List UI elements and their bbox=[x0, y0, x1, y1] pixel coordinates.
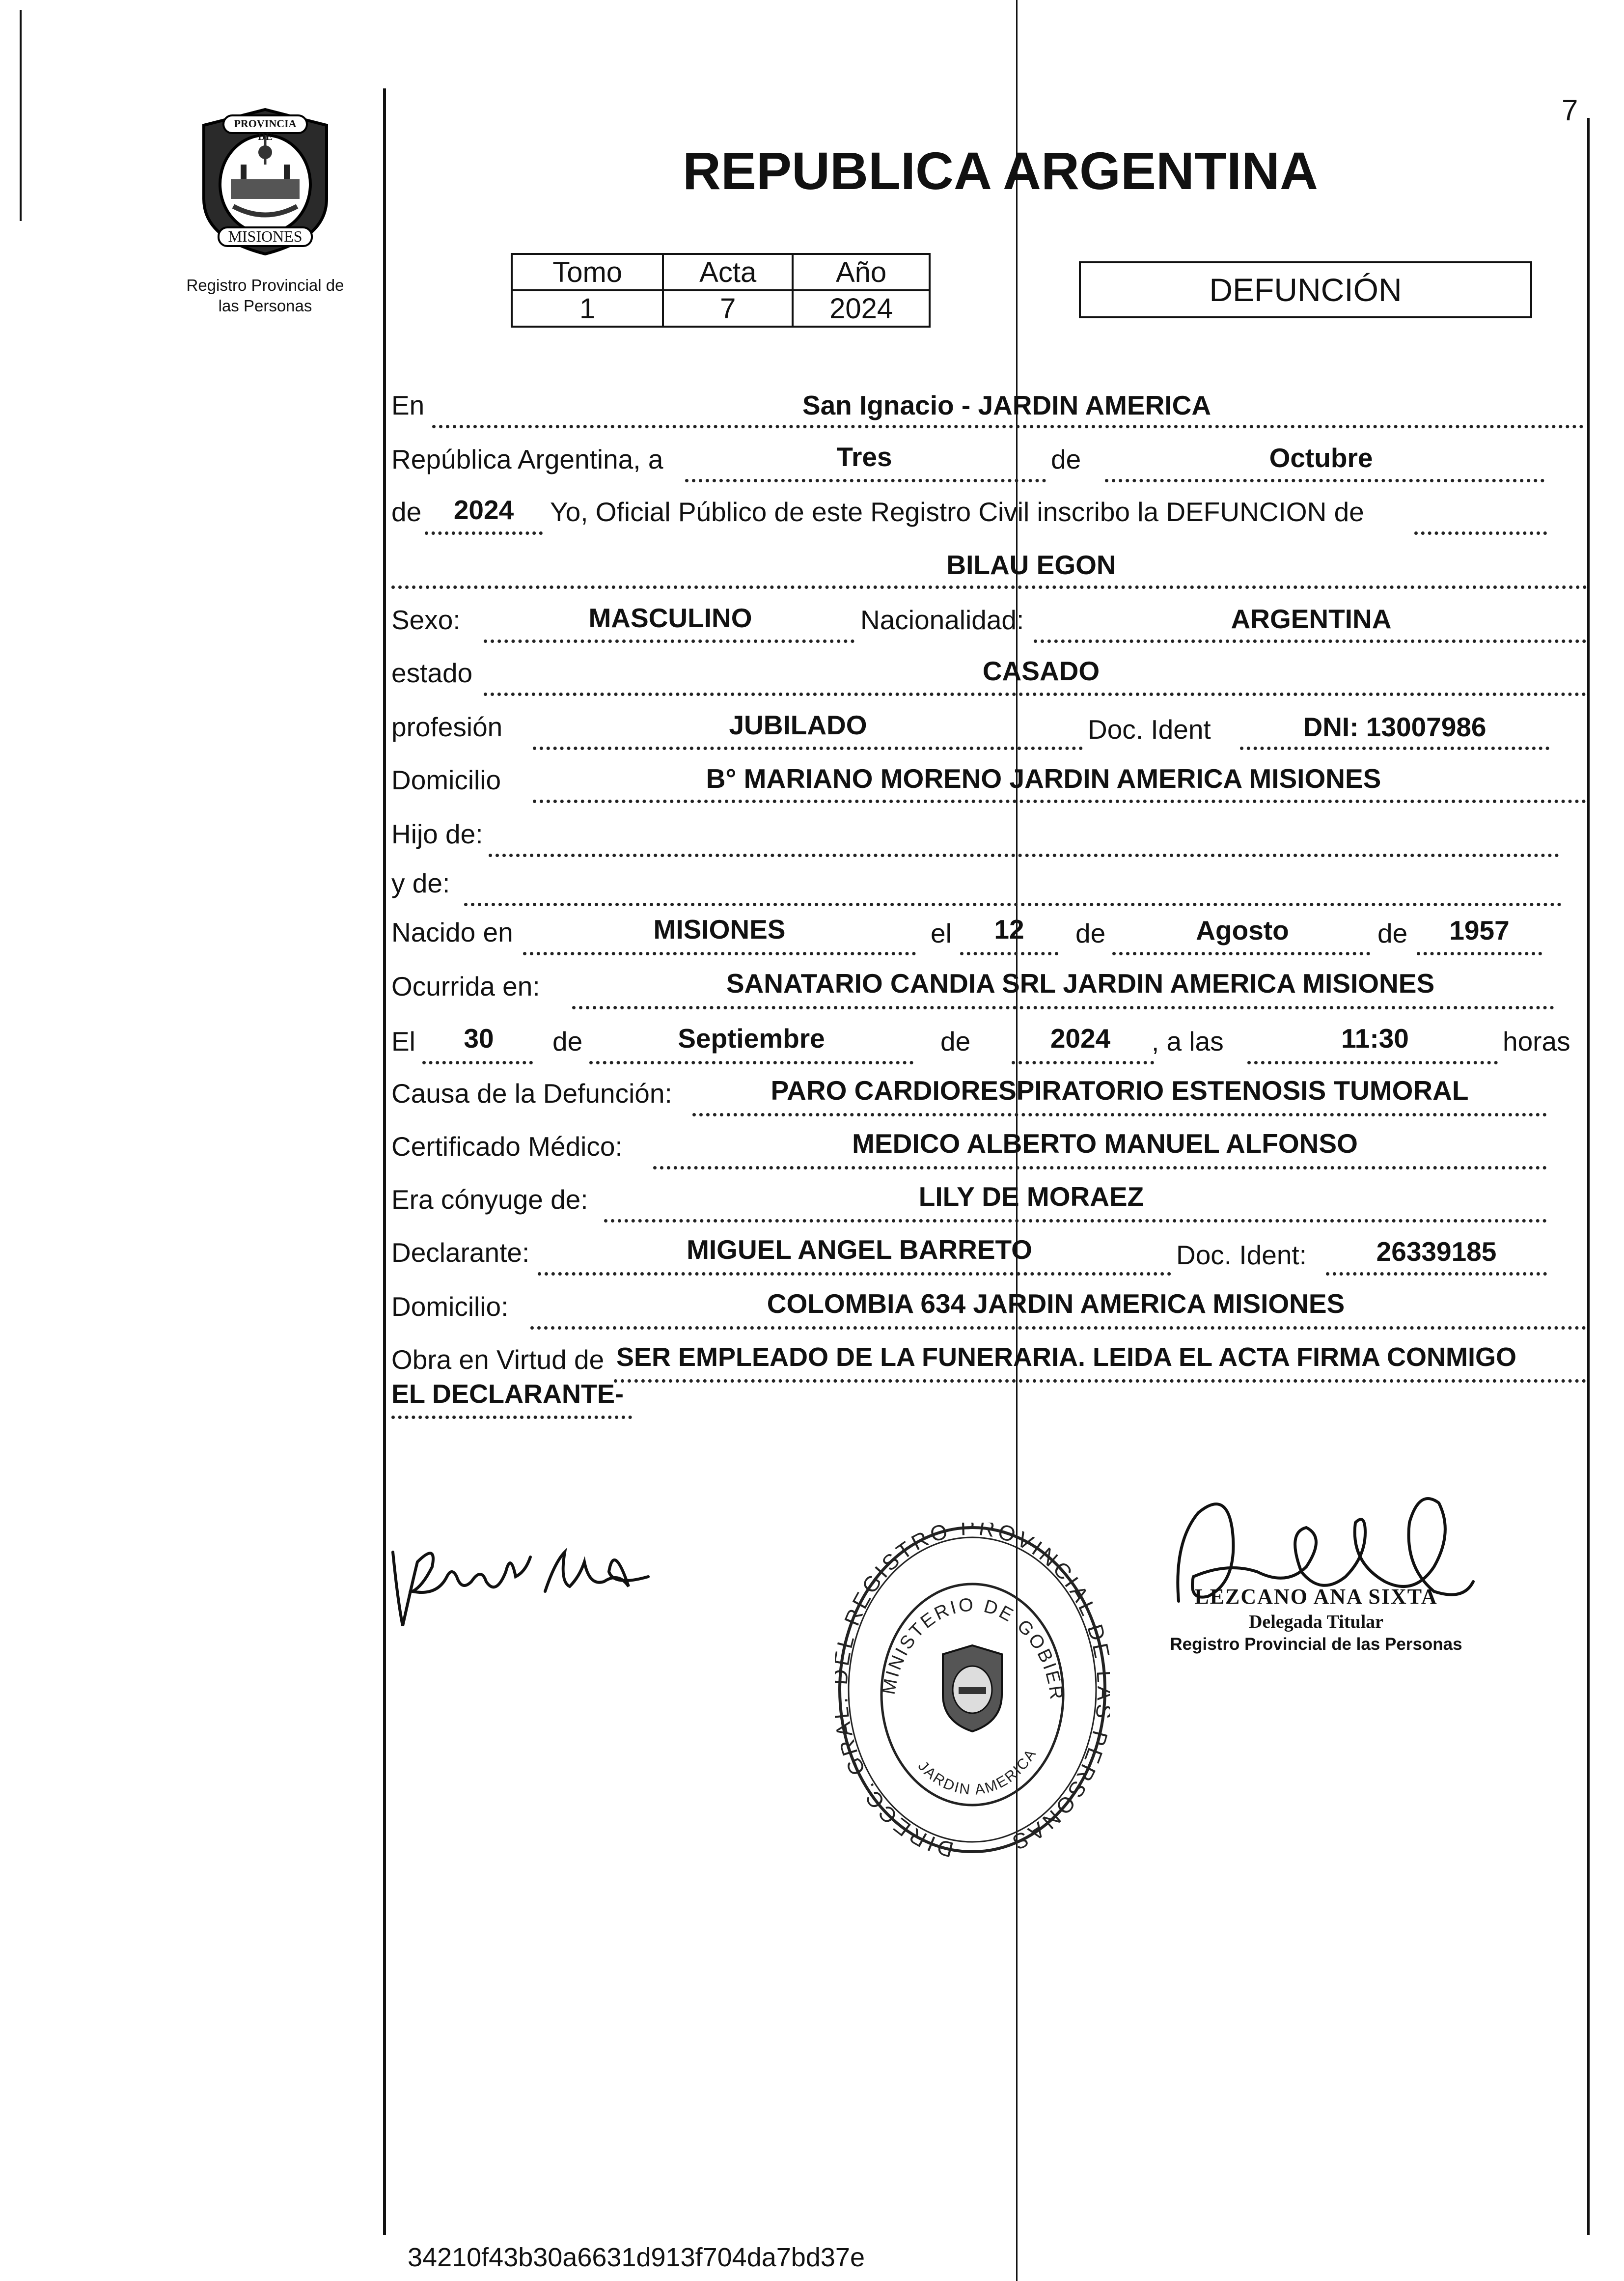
value-nacido-dia: 12 bbox=[994, 914, 1024, 945]
seal-emblem-icon bbox=[943, 1645, 1002, 1731]
dots-declarante-doc bbox=[1326, 1272, 1547, 1276]
dots-anio bbox=[425, 531, 543, 535]
scan-mark-left bbox=[20, 10, 22, 221]
label-estado: estado bbox=[391, 658, 473, 688]
label-certificado: Certificado Médico: bbox=[391, 1131, 623, 1162]
dots-declarante-domicilio bbox=[530, 1326, 1586, 1330]
record-table-header-acta: Acta bbox=[663, 254, 793, 290]
value-estado: CASADO bbox=[982, 656, 1100, 686]
seal-inner-text: MINISTERIO DE GOBIER bbox=[878, 1594, 1067, 1703]
dots-y-de bbox=[464, 903, 1562, 906]
dots-nacionalidad bbox=[1034, 640, 1586, 643]
dots-lugar bbox=[432, 425, 1584, 428]
dots-def-mes bbox=[589, 1061, 913, 1064]
label-nacido-en: Nacido en bbox=[391, 917, 513, 947]
document-hash: 34210f43b30a6631d913f704da7bd37e bbox=[408, 2243, 865, 2272]
dots-doc bbox=[1240, 747, 1549, 750]
official-seal bbox=[835, 1523, 1110, 1866]
value-declarante-doc: 26339185 bbox=[1376, 1236, 1497, 1267]
official-name: LEZCANO ANA SIXTA bbox=[1194, 1585, 1438, 1609]
value-def-mes: Septiembre bbox=[678, 1023, 825, 1054]
label-obra: Obra en Virtud de bbox=[391, 1344, 605, 1375]
dots-causa bbox=[692, 1113, 1547, 1116]
emblem-top-text: PROVINCIA DE bbox=[234, 117, 297, 142]
label-republica: República Argentina, a bbox=[391, 444, 663, 474]
dots-conyuge bbox=[604, 1219, 1547, 1223]
record-table-header-tomo: Tomo bbox=[512, 254, 663, 290]
value-obra-2: EL DECLARANTE- bbox=[391, 1379, 624, 1409]
record-table-value-acta: 7 bbox=[663, 290, 793, 327]
value-def-hora: 11:30 bbox=[1341, 1023, 1409, 1054]
label-sexo: Sexo: bbox=[391, 605, 461, 635]
official-block bbox=[1154, 1584, 1478, 1654]
label-conyuge: Era cónyuge de: bbox=[391, 1184, 588, 1215]
dots-def-hora bbox=[1247, 1061, 1498, 1064]
label-a-las: , a las bbox=[1152, 1026, 1224, 1057]
value-nombre: BILAU EGON bbox=[946, 550, 1116, 580]
value-conyuge: LILY DE MORAEZ bbox=[918, 1181, 1144, 1212]
record-table-value-anio: 2024 bbox=[793, 290, 930, 327]
value-def-dia: 30 bbox=[464, 1023, 494, 1054]
dots-nombre bbox=[391, 585, 1587, 589]
declarant-signature bbox=[383, 1523, 658, 1636]
dots-nacido-lugar bbox=[523, 952, 916, 955]
right-border-line bbox=[1587, 118, 1590, 2235]
value-certificado: MEDICO ALBERTO MANUEL ALFONSO bbox=[852, 1128, 1358, 1159]
label-de-3: de bbox=[1075, 918, 1106, 948]
value-doc: DNI: 13007986 bbox=[1303, 712, 1486, 742]
left-border-line bbox=[383, 88, 386, 2235]
label-ocurrida-en: Ocurrida en: bbox=[391, 971, 540, 1001]
label-doc-ident-2: Doc. Ident: bbox=[1176, 1240, 1307, 1270]
dots-oficial-end bbox=[1414, 531, 1547, 535]
value-dia: Tres bbox=[836, 442, 892, 472]
dots-nacido-anio bbox=[1417, 952, 1542, 955]
record-table-value-row bbox=[512, 290, 930, 327]
seal-outer-text: DIRECC. GR L REGISTRO PROVINCIAL D PERSONAS bbox=[835, 1523, 1110, 1862]
dots-dia bbox=[685, 479, 1046, 482]
label-causa: Causa de la Defunción: bbox=[391, 1078, 672, 1109]
value-def-anio: 2024 bbox=[1050, 1023, 1111, 1054]
value-mes: Octubre bbox=[1269, 443, 1373, 473]
record-type-box: DEFUNCIÓN bbox=[1079, 261, 1532, 318]
label-el: el bbox=[931, 918, 952, 948]
label-horas: horas bbox=[1503, 1026, 1570, 1057]
registry-label-line2: las Personas bbox=[218, 297, 312, 315]
record-table bbox=[511, 253, 931, 328]
label-de-1: de bbox=[1051, 444, 1081, 474]
value-profesion: JUBILADO bbox=[729, 710, 867, 740]
label-de-2: de bbox=[391, 497, 422, 527]
dots-certificado bbox=[653, 1166, 1547, 1169]
dots-ocurrida bbox=[572, 1006, 1554, 1009]
svg-text:JARDIN AMERICA bbox=[915, 1746, 1040, 1798]
dots-sexo bbox=[484, 640, 854, 643]
dots-nacido-mes bbox=[1112, 952, 1370, 955]
dots-estado bbox=[484, 693, 1586, 696]
value-lugar: San Ignacio - JARDIN AMERICA bbox=[802, 390, 1211, 420]
dots-profesion bbox=[533, 747, 1083, 750]
dots-def-dia bbox=[422, 1061, 533, 1064]
label-de-6: de bbox=[940, 1026, 971, 1057]
value-nacido-anio: 1957 bbox=[1449, 915, 1510, 946]
page-title: REPUBLICA ARGENTINA bbox=[683, 141, 1318, 200]
label-de-5: de bbox=[552, 1026, 583, 1057]
value-obra-1: SER EMPLEADO DE LA FUNERARIA. LEIDA EL ACTA FIRMA CONMIGO bbox=[616, 1342, 1516, 1372]
label-domicilio-2: Domicilio: bbox=[391, 1291, 509, 1322]
dots-domicilio bbox=[533, 800, 1586, 803]
label-el-cap: El bbox=[391, 1026, 415, 1057]
label-domicilio: Domicilio bbox=[391, 765, 501, 795]
record-table-header-row bbox=[512, 254, 930, 290]
value-nacionalidad: ARGENTINA bbox=[1231, 604, 1392, 634]
value-anio: 2024 bbox=[453, 495, 514, 525]
registry-label-line1: Registro Provincial de bbox=[186, 276, 344, 294]
value-declarante: MIGUEL ANGEL BARRETO bbox=[687, 1234, 1032, 1265]
label-doc-ident: Doc. Ident bbox=[1088, 714, 1211, 745]
dots-def-anio bbox=[1012, 1061, 1154, 1064]
value-ocurrida: SANATARIO CANDIA SRL JARDIN AMERICA MISIONES bbox=[726, 968, 1435, 999]
official-office: Registro Provincial de las Personas bbox=[1170, 1635, 1462, 1654]
value-nacido-mes: Agosto bbox=[1196, 915, 1289, 946]
label-hijo-de: Hijo de: bbox=[391, 819, 483, 849]
value-nacido-lugar: MISIONES bbox=[653, 914, 786, 945]
dots-obra-2 bbox=[391, 1416, 632, 1419]
label-oficial: Yo, Oficial Público de este Registro Civil inscribo la DEFUNCION de bbox=[550, 497, 1364, 527]
value-declarante-domicilio: COLOMBIA 634 JARDIN AMERICA MISIONES bbox=[767, 1288, 1345, 1319]
page-number: 7 bbox=[1562, 94, 1578, 127]
emblem bbox=[194, 106, 336, 258]
label-en: En bbox=[391, 390, 425, 420]
dots-obra-1 bbox=[614, 1379, 1586, 1383]
value-domicilio: B° MARIANO MORENO JARDIN AMERICA MISIONES bbox=[706, 763, 1381, 794]
registry-label bbox=[157, 275, 373, 316]
label-y-de: y de: bbox=[391, 868, 450, 898]
emblem-bottom-text: MISIONES bbox=[228, 227, 303, 245]
label-declarante: Declarante: bbox=[391, 1237, 530, 1268]
value-sexo: MASCULINO bbox=[588, 603, 752, 633]
seal-bottom-text: JARDIN AMERICA bbox=[914, 1745, 1040, 1798]
record-table-value-tomo: 1 bbox=[512, 290, 663, 327]
label-de-4: de bbox=[1377, 918, 1408, 948]
dots-hijo-de bbox=[489, 854, 1559, 857]
label-profesion: profesión bbox=[391, 712, 503, 742]
label-nacionalidad: Nacionalidad: bbox=[860, 605, 1024, 635]
dots-nacido-dia bbox=[960, 952, 1058, 955]
official-role: Delegada Titular bbox=[1248, 1612, 1384, 1632]
record-table-header-anio: Año bbox=[793, 254, 930, 290]
dots-declarante bbox=[538, 1272, 1171, 1276]
value-causa: PARO CARDIORESPIRATORIO ESTENOSIS TUMORAL bbox=[771, 1075, 1469, 1106]
dots-mes bbox=[1105, 479, 1544, 482]
